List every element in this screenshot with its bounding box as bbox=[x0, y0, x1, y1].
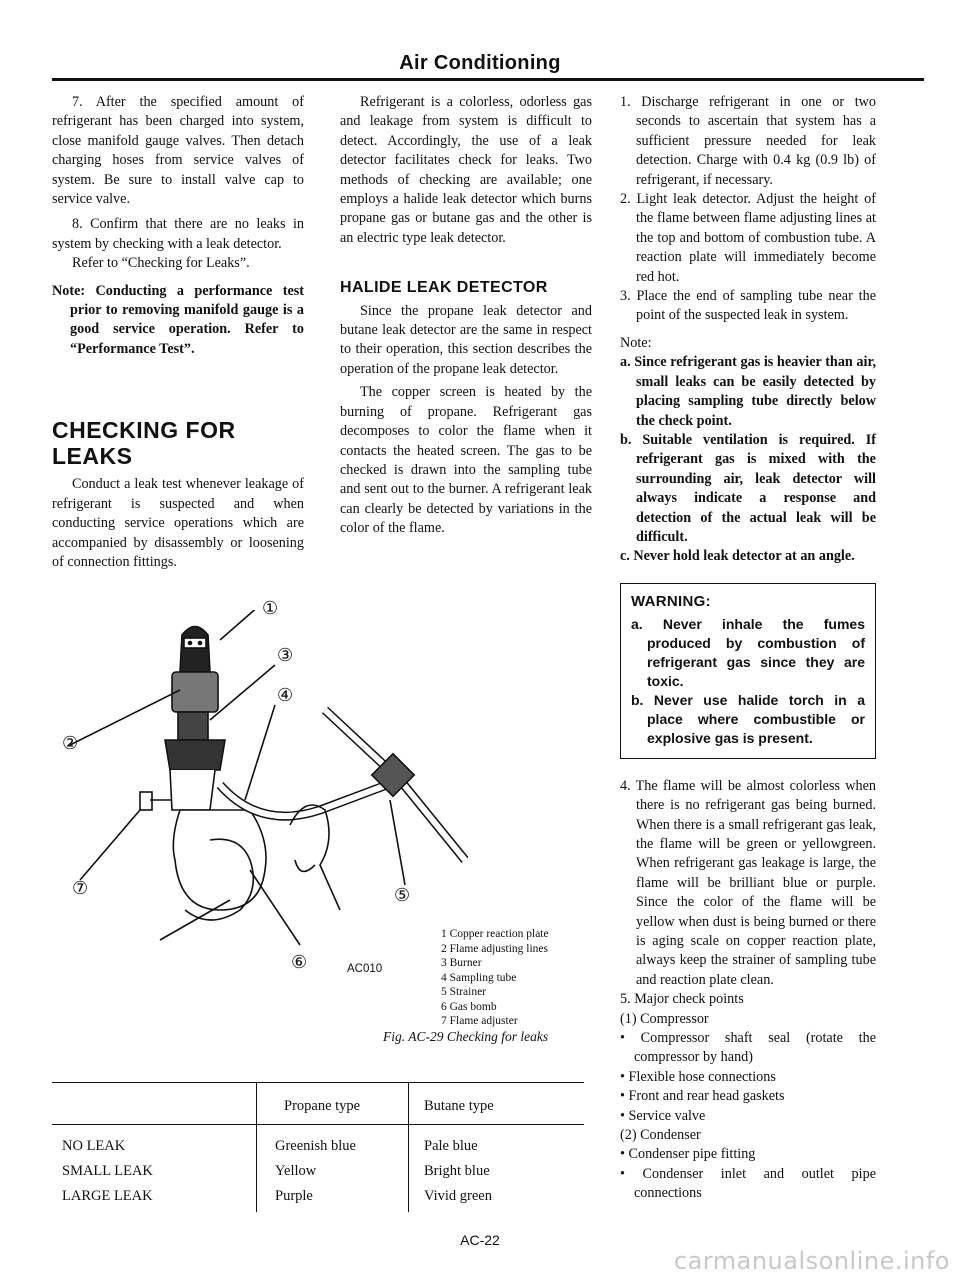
step-8: 8. Confirm that there are no leaks in system by checking with a leak detector. bbox=[52, 216, 304, 252]
table-cell: Pale blue bbox=[424, 1138, 478, 1154]
table-cell: LARGE LEAK bbox=[62, 1188, 153, 1204]
check-bullet-1: • Compressor shaft seal (rotate the compressor by hand) bbox=[620, 1030, 876, 1066]
table-cell: Vivid green bbox=[424, 1188, 492, 1204]
check-compressor: (1) Compressor bbox=[620, 1010, 709, 1027]
figure-caption: Fig. AC-29 Checking for leaks bbox=[383, 1029, 549, 1044]
legend-item: 4 Sampling tube bbox=[441, 971, 517, 984]
figure-code: AC010 bbox=[347, 963, 383, 975]
step-1: 1. Discharge refrigerant in one or two seconds to ascertain that system has a sufficient pressure needed for leak detection. Charge with 0.4 kg (0.9 lb) of refrigerant, if necessary. bbox=[620, 94, 876, 188]
table-cell: Yellow bbox=[275, 1163, 317, 1179]
table-cell: Purple bbox=[275, 1188, 313, 1204]
callout-6: ⑥ bbox=[291, 952, 308, 972]
warning-title: WARNING: bbox=[631, 592, 711, 610]
note-c: c. Never hold leak detector at an angle. bbox=[620, 548, 855, 565]
table-divider-1 bbox=[256, 1082, 257, 1212]
heading-line-1: CHECKING FOR bbox=[52, 417, 236, 444]
header-rule bbox=[52, 78, 924, 81]
callout-5: ⑤ bbox=[394, 885, 411, 905]
note-label: Note: bbox=[620, 334, 652, 351]
step-8-reference: Refer to “Checking for Leaks”. bbox=[72, 255, 250, 272]
table-cell: SMALL LEAK bbox=[62, 1163, 153, 1179]
table-header-butane: Butane type bbox=[424, 1098, 494, 1114]
check-bullet-3: • Front and rear head gaskets bbox=[620, 1088, 785, 1105]
legend-item: 6 Gas bomb bbox=[441, 1000, 497, 1013]
legend-item: 2 Flame adjusting lines bbox=[441, 942, 549, 955]
legend-item: 7 Flame adjuster bbox=[441, 1015, 518, 1027]
check-condenser: (2) Condenser bbox=[620, 1127, 701, 1144]
halide-paragraph-1: Since the propane leak detector and butane leak detector are the same in respect to their operation, this section describes the operation of the propane leak detector. bbox=[340, 302, 592, 377]
page-number: AC-22 bbox=[460, 1232, 500, 1248]
watermark: carmanualsonline.info bbox=[673, 1247, 950, 1275]
step-5: 5. Major check points bbox=[620, 991, 744, 1008]
check-bullet-6: • Condenser inlet and outlet pipe connections bbox=[620, 1165, 876, 1202]
column-1 bbox=[52, 93, 304, 572]
legend-item: 1 Copper reaction plate bbox=[441, 928, 549, 940]
table-divider-2 bbox=[408, 1082, 409, 1212]
section-heading-checking bbox=[52, 417, 304, 469]
heading-line-2: LEAKS bbox=[52, 443, 133, 470]
table-cell: Greenish blue bbox=[275, 1138, 356, 1154]
callout-2: ② bbox=[62, 733, 79, 753]
note-a: a. Since refrigerant gas is heavier than air, small leaks can be easily detected by placing sampling tube directly below the check point. bbox=[620, 354, 876, 429]
performance-note: Note: Conducting a performance test prior to removing manifold gauge is a good service operation. Refer to “Performance Test”. bbox=[52, 282, 304, 357]
callout-1: ① bbox=[262, 598, 279, 618]
check-bullet-4: • Service valve bbox=[620, 1107, 706, 1124]
step-7: 7. After the specified amount of refrigerant has been charged into system, close manifold gauge valves. Then detach charging hoses from service valves of system. Be sure to install valve cap to service valve. bbox=[52, 94, 304, 208]
table-header-rule bbox=[52, 1124, 584, 1125]
legend-item: 5 Strainer bbox=[441, 986, 487, 998]
step-2: 2. Light leak detector. Adjust the height of the flame between flame adjusting lines at the top and bottom of combustion tube. A reaction plate will immediately become red hot. bbox=[620, 191, 876, 285]
table-top-rule bbox=[52, 1082, 584, 1083]
callout-4: ④ bbox=[277, 685, 294, 705]
callout-3: ③ bbox=[277, 645, 294, 665]
check-bullet-5: • Condenser pipe fitting bbox=[620, 1146, 756, 1163]
table-header-propane: Propane type bbox=[284, 1098, 361, 1114]
halide-paragraph-2: The copper screen is heated by the burning of propane. Refrigerant gas decomposes to color the flame when it contacts the heated screen. The gas to be checked is drawn into the sampling tube and sent out to the burner. A refrigerant leak can clearly be detected by variations in the color of the flame. bbox=[340, 384, 592, 537]
table-cell: Bright blue bbox=[424, 1163, 490, 1179]
callout-7: ⑦ bbox=[72, 878, 89, 898]
page-header: Air Conditioning bbox=[399, 52, 561, 74]
warning-b: b. Never use halide torch in a place where combustible or explosive gas is present. bbox=[631, 691, 865, 746]
step-3: 3. Place the end of sampling tube near the point of the suspected leak in system. bbox=[620, 288, 876, 324]
figure-legend bbox=[441, 927, 549, 1029]
check-bullet-2: • Flexible hose connections bbox=[620, 1068, 776, 1085]
checking-intro: Conduct a leak test whenever leakage of refrigerant is suspected and when conducting service operations which are accompanied by disassembly or loosening of connection fittings. bbox=[52, 476, 304, 570]
warning-a: a. Never inhale the fumes produced by combustion of refrigerant gas since they are toxic. bbox=[631, 615, 865, 689]
table-cell: NO LEAK bbox=[62, 1138, 126, 1154]
step-4: 4. The flame will be almost colorless when there is no refrigerant gas being burned. When there is a small refrigerant gas leak, the flame will be green or yellowgreen. When refrigerant gas leakage is large, the flame will be brilliant blue or purple. Since the color of the flame will be yellow when dust is being burned or there is aging scale on copper reaction plate, always keep the strainer of sampling tube and reaction plate clean. bbox=[620, 777, 876, 988]
refrigerant-intro: Refrigerant is a colorless, odorless gas and leakage from system is difficult to detect. Accordingly, the use of a leak detector facilitates check for leaks. Two methods of checking are available; one employs a halide leak detector which burns propane gas or butane gas and the other is an electric type leak detector. bbox=[340, 94, 592, 246]
warning-box bbox=[620, 583, 876, 759]
legend-item: 3 Burner bbox=[441, 957, 482, 969]
column-2 bbox=[340, 93, 592, 539]
note-b: b. Suitable ventilation is required. If refrigerant gas is mixed with the surrounding air, leak detector will always indicate a response and detection of the actual leak will be difficult. bbox=[620, 431, 876, 545]
column-3 bbox=[620, 93, 876, 1204]
section-heading-halide: HALIDE LEAK DETECTOR bbox=[340, 279, 548, 297]
